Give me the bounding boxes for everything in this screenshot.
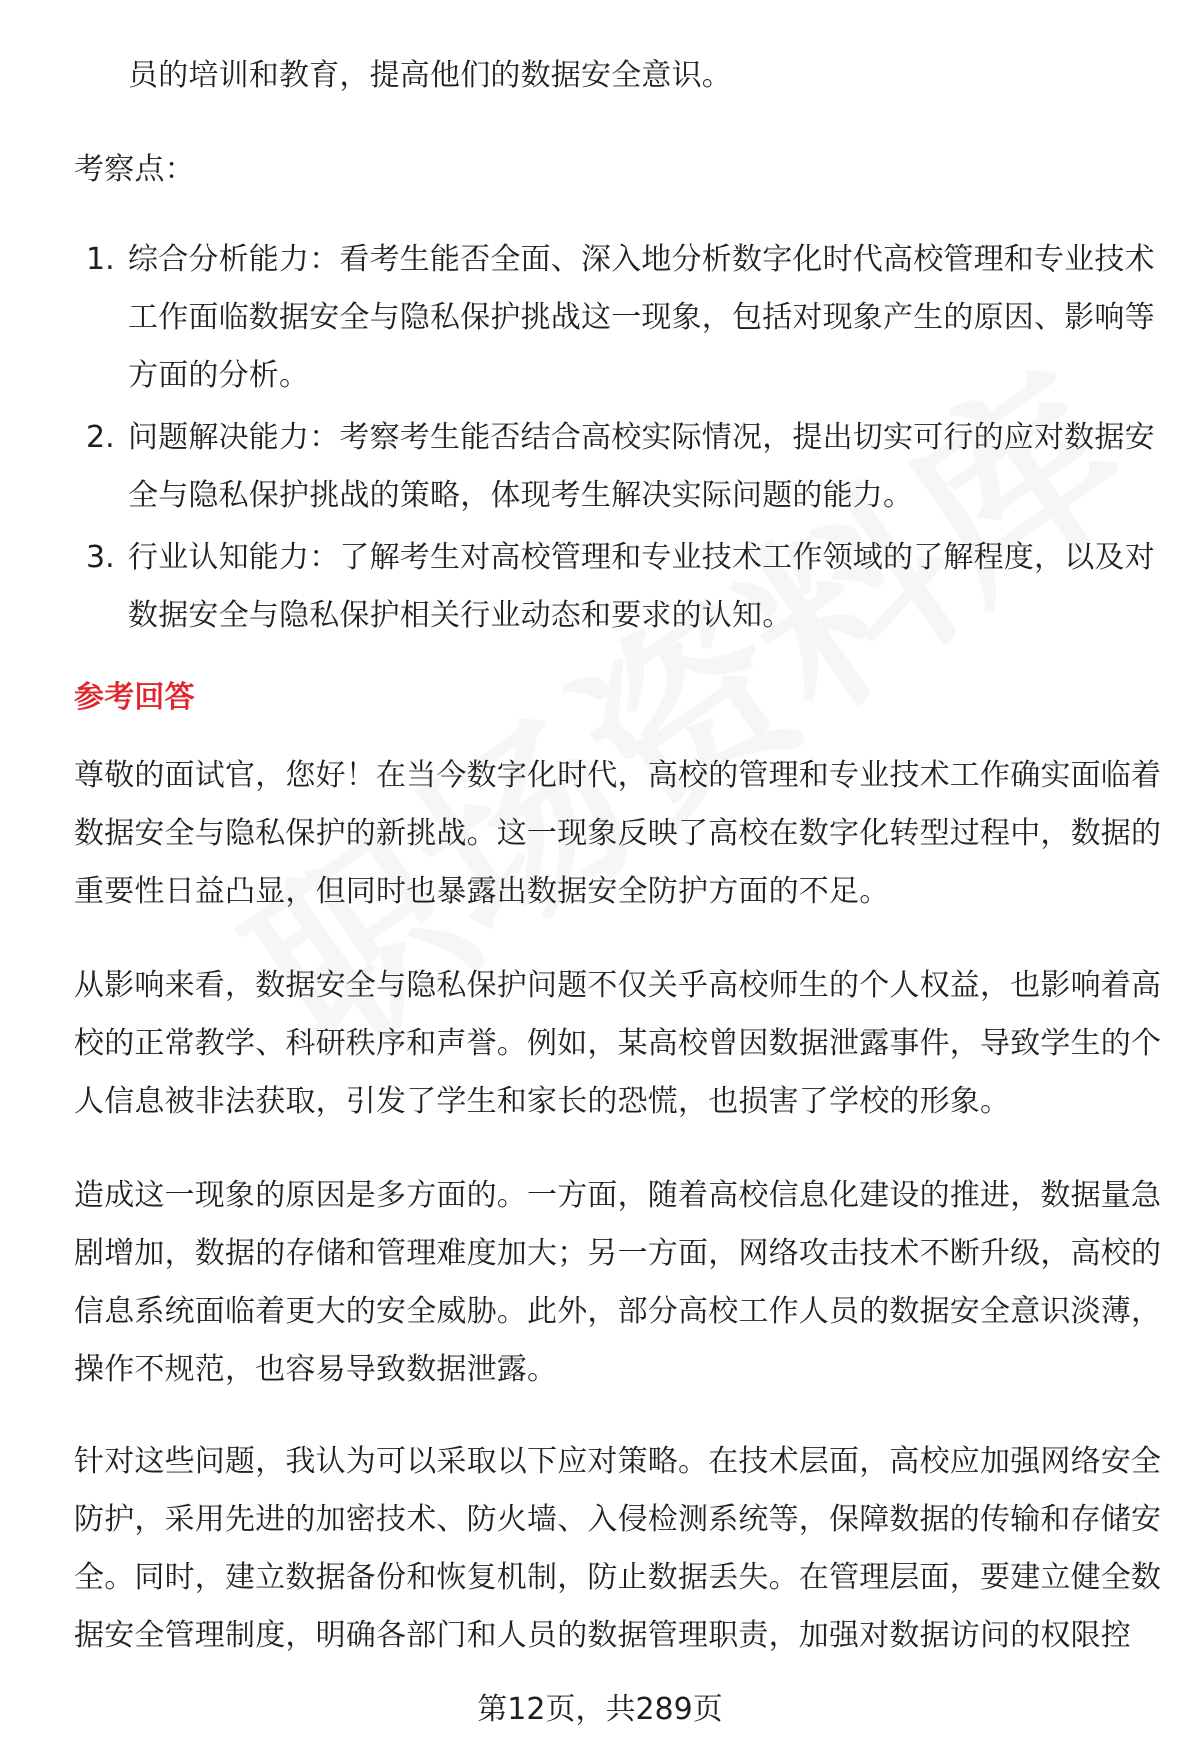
page-footer: 第12页，共289页 [477, 1692, 723, 1727]
list-item-number: 1. [86, 242, 115, 277]
paragraph-line: 据安全管理制度，明确各部门和人员的数据管理职责，加强对数据访问的权限控 [74, 1618, 1131, 1653]
intro-tail-line: 员的培训和教育，提高他们的数据安全意识。 [128, 58, 732, 93]
list-item-number: 2. [86, 420, 115, 455]
paragraph-line: 防护，采用先进的加密技术、防火墙、入侵检测系统等，保障数据的传输和存储安 [74, 1502, 1162, 1537]
list-item-line: 问题解决能力：考察考生能否结合高校实际情况，提出切实可行的应对数据安 [128, 420, 1155, 455]
paragraph-line: 重要性日益凸显，但同时也暴露出数据安全防护方面的不足。 [74, 874, 890, 909]
list-item-line: 工作面临数据安全与隐私保护挑战这一现象，包括对现象产生的原因、影响等 [128, 300, 1155, 335]
reference-answer-heading: 参考回答 [74, 680, 195, 715]
paragraph-line: 造成这一现象的原因是多方面的。一方面，随着高校信息化建设的推进，数据量急 [74, 1178, 1162, 1213]
paragraph-line: 人信息被非法获取，引发了学生和家长的恐慌，也损害了学校的形象。 [74, 1084, 1011, 1119]
list-item-line: 行业认知能力：了解考生对高校管理和专业技术工作领域的了解程度，以及对 [128, 540, 1155, 575]
list-item-line: 方面的分析。 [128, 358, 310, 393]
paragraph-line: 信息系统面临着更大的安全威胁。此外，部分高校工作人员的数据安全意识淡薄， [74, 1294, 1162, 1329]
paragraph-line: 剧增加，数据的存储和管理难度加大；另一方面，网络攻击技术不断升级，高校的 [74, 1236, 1162, 1271]
paragraph-line: 操作不规范，也容易导致数据泄露。 [74, 1352, 558, 1387]
exam-points-label: 考察点： [74, 152, 195, 187]
paragraph-line: 全。同时，建立数据备份和恢复机制，防止数据丢失。在管理层面，要建立健全数 [74, 1560, 1162, 1595]
paragraph-line: 尊敬的面试官，您好！在当今数字化时代，高校的管理和专业技术工作确实面临着 [74, 758, 1162, 793]
list-item-line: 全与隐私保护挑战的策略，体现考生解决实际问题的能力。 [128, 478, 914, 513]
paragraph-line: 从影响来看，数据安全与隐私保护问题不仅关乎高校师生的个人权益，也影响着高 [74, 968, 1162, 1003]
paragraph-line: 针对这些问题，我认为可以采取以下应对策略。在技术层面，高校应加强网络安全 [74, 1444, 1162, 1479]
paragraph-line: 校的正常教学、科研秩序和声誉。例如，某高校曾因数据泄露事件，导致学生的个 [74, 1026, 1162, 1061]
list-item-line: 综合分析能力：看考生能否全面、深入地分析数字化时代高校管理和专业技术 [128, 242, 1155, 277]
list-item-line: 数据安全与隐私保护相关行业动态和要求的认知。 [128, 598, 793, 633]
list-item-number: 3. [86, 540, 115, 575]
paragraph-line: 数据安全与隐私保护的新挑战。这一现象反映了高校在数字化转型过程中，数据的 [74, 816, 1162, 851]
